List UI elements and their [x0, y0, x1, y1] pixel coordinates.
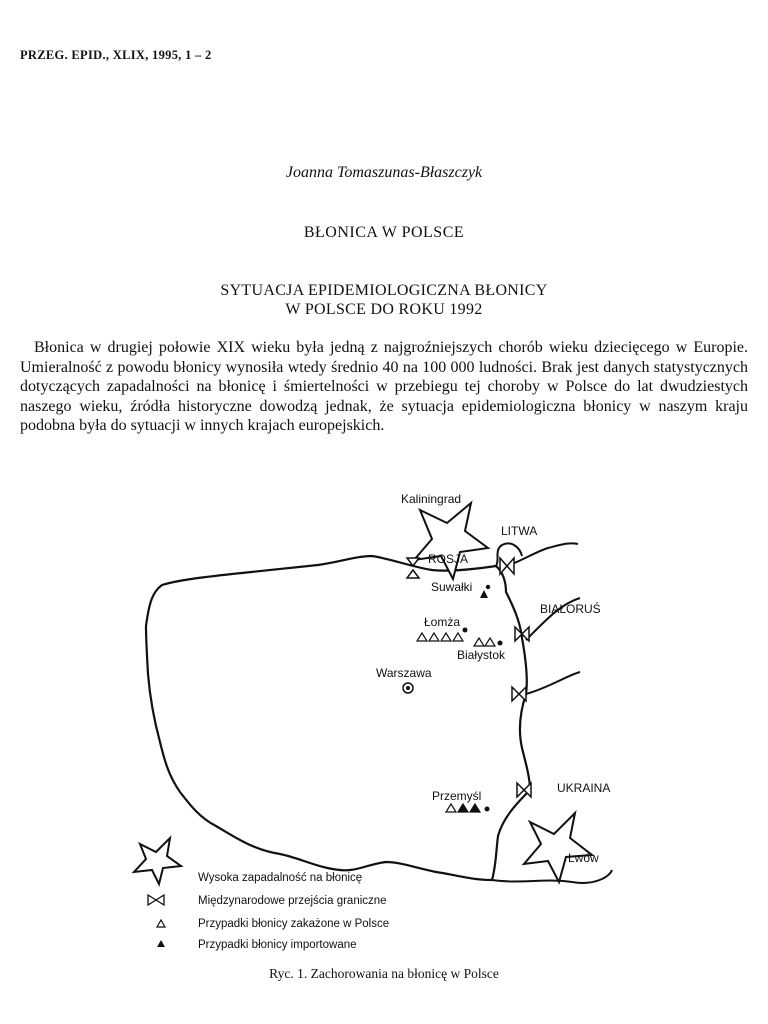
- suwalki-imported-case-icon: [480, 590, 488, 598]
- border-bialorus-ukraina: [526, 672, 580, 694]
- bialystok-domestic-cases-icon: [474, 638, 495, 646]
- legend-domestic-case-icon: [157, 920, 165, 927]
- author-name: Joanna Tomaszunas-Błaszczyk: [285, 164, 483, 181]
- lwow-star-icon: [524, 813, 592, 882]
- bialystok-dot-icon: [498, 641, 503, 646]
- label-przemysl: Przemyśl: [432, 789, 482, 803]
- label-suwalki: Suwałki: [431, 580, 473, 594]
- label-ukraina: UKRAINA: [557, 781, 611, 795]
- label-bialorus: BIAŁORUŚ: [540, 602, 601, 616]
- przemysl-cases-icon: [446, 804, 480, 812]
- border-crossing-icon: [500, 558, 514, 574]
- subtitle-line-2: W POLSCE DO ROKU 1992: [285, 301, 483, 318]
- legend-imported-cases: Przypadki błonicy importowane: [198, 939, 357, 951]
- poland-map-figure: [0, 470, 768, 965]
- legend-domestic-cases: Przypadki błonicy zakażone w Polsce: [198, 918, 390, 930]
- journal-reference: PRZEG. EPID., XLIX, 1995, 1 – 2: [20, 48, 212, 62]
- warszawa-capital-icon: [403, 683, 413, 693]
- lomza-domestic-cases-icon: [417, 633, 463, 641]
- border-ukraina-south: [492, 870, 612, 883]
- legend-star-icon: [134, 838, 181, 884]
- subtitle-line-1: SYTUACJA EPIDEMIOLOGICZNA BŁONICY: [220, 282, 548, 299]
- article-subtitle: [0, 281, 768, 319]
- legend-border-crossing-icon: [148, 895, 164, 905]
- label-warszawa: Warszawa: [376, 666, 432, 680]
- suwalki-dot-icon: [486, 585, 490, 589]
- label-lomza: Łomża: [424, 615, 461, 629]
- label-bialystok: Białystok: [457, 648, 506, 662]
- legend-border-crossings: Międzynarodowe przejścia graniczne: [198, 895, 387, 907]
- label-litwa: LITWA: [501, 524, 538, 538]
- body-paragraph: Błonica w drugiej połowie XIX wieku była jedną z najgroźniejszych chorób wieku dziecięcego w Europie. Umieralność z powodu błonicy wynosiła wtedy średnio 40 na 100 000 ludności. Brak jest danych statystycznych dotyczących zapadalności na błonicę i śmiertelności w przebiegu tej choroby w Polsce do lat dwudziestych naszego wieku, źródła historyczne dowodzą jednak, że sytuacja epidemiologiczna błonicy w naszym kraju podobna była do sytuacji w innych krajach europejskich.: [20, 339, 748, 434]
- poland-border: [146, 556, 530, 880]
- przemysl-dot-icon: [485, 807, 490, 812]
- label-lwow: Lwów: [568, 851, 599, 865]
- border-crossing-icon: [512, 687, 526, 701]
- figure-caption: Ryc. 1. Zachorowania na błonicę w Polsce: [269, 966, 499, 981]
- article-title: BŁONICA W POLSCE: [303, 224, 465, 241]
- label-kaliningrad: Kaliningrad: [401, 492, 462, 506]
- legend-high-incidence: Wysoka zapadalność na błonicę: [198, 872, 363, 884]
- lomza-dot-icon: [463, 628, 468, 633]
- label-rosja: ROSJA: [428, 552, 469, 566]
- legend-imported-case-icon: [157, 940, 165, 947]
